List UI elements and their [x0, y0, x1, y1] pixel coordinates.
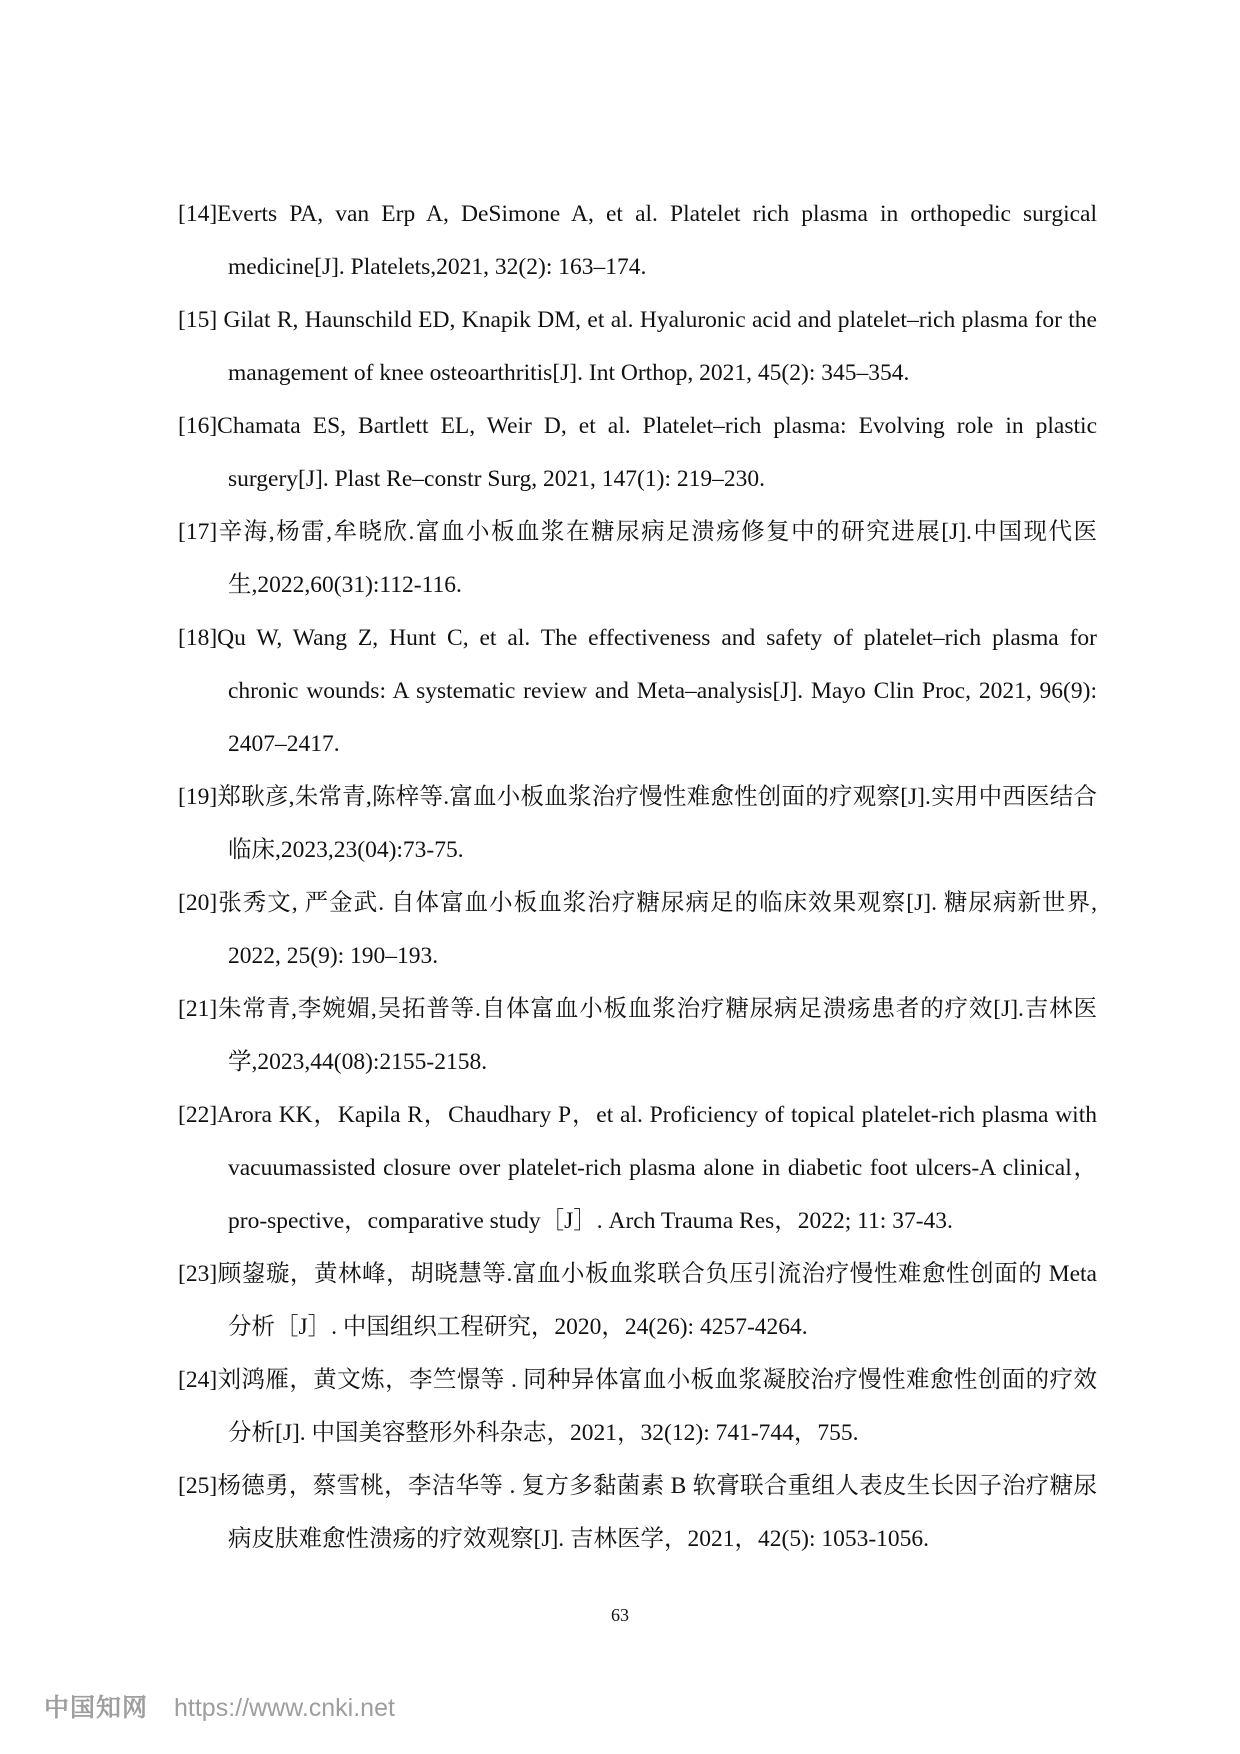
reference-number: [22]: [178, 1102, 218, 1128]
reference-number: [23]: [178, 1261, 218, 1287]
reference-number: [19]: [178, 784, 218, 810]
reference-text: 朱常青,李婉媚,吴拓普等.自体富血小板血浆治疗糖尿病足溃疡患者的疗效[J].吉林医学,2023,44(08):2155-2158.: [217, 996, 1097, 1075]
reference-number: [21]: [178, 996, 218, 1022]
cnki-watermark: [44, 1688, 395, 1724]
reference-text: 刘鸿雁，黄文炼，李竺憬等 . 同种异体富血小板血浆凝胶治疗慢性难愈性创面的疗效分析[J]. 中国美容整形外科杂志，2021，32(12): 741-744，755.: [217, 1367, 1097, 1446]
reference-number: [18]: [178, 625, 218, 651]
reference-text: Arora KK，Kapila R，Chaudhary P，et al. Proficiency of topical platelet-rich plasma with vacuumassisted closure over platelet-rich plasma alone in diabetic foot ulcers-A clinical，pro-spective，comparative study［J］. Arch Trauma Res，2022; 11: 37-43.: [217, 1102, 1097, 1234]
page-number: 63: [611, 1605, 629, 1625]
reference-text: 张秀文, 严金武. 自体富血小板血浆治疗糖尿病足的临床效果观察[J]. 糖尿病新世界, 2022, 25(9): 190–193.: [217, 890, 1097, 969]
reference-item: [178, 294, 1097, 400]
watermark-url: https://www.cnki.net: [174, 1694, 395, 1722]
reference-number: [25]: [178, 1473, 218, 1499]
reference-text: 辛海,杨雷,牟晓欣.富血小板血浆在糖尿病足溃疡修复中的研究进展[J].中国现代医生,2022,60(31):112-116.: [217, 519, 1097, 598]
reference-item: [178, 188, 1097, 294]
reference-item: [178, 506, 1097, 612]
reference-number: [24]: [178, 1367, 218, 1393]
reference-number: [17]: [178, 519, 218, 545]
reference-item: [178, 983, 1097, 1089]
reference-item: [178, 877, 1097, 983]
reference-item: [178, 1460, 1097, 1566]
reference-item: [178, 771, 1097, 877]
reference-number: [16]: [178, 413, 218, 439]
reference-text: Gilat R, Haunschild ED, Knapik DM, et al. Hyaluronic acid and platelet–rich plasma for the management of knee osteoarthritis[J]. Int Orthop, 2021, 45(2): 345–354.: [217, 307, 1097, 386]
cnki-logo: 中国知网: [44, 1694, 149, 1722]
reference-item: [178, 1248, 1097, 1354]
reference-item: [178, 400, 1097, 506]
reference-item: [178, 1089, 1097, 1248]
reference-number: [14]: [178, 201, 218, 227]
reference-number: [15]: [178, 307, 218, 333]
reference-list: [178, 188, 1097, 1566]
reference-item: [178, 1354, 1097, 1460]
reference-item: [178, 612, 1097, 771]
reference-text: 顾鋆璇，黄林峰，胡晓慧等.富血小板血浆联合负压引流治疗慢性难愈性创面的 Meta 分析［J］. 中国组织工程研究，2020，24(26): 4257-4264.: [217, 1261, 1097, 1340]
reference-text: Everts PA, van Erp A, DeSimone A, et al. Platelet rich plasma in orthopedic surgical medicine[J]. Platelets,2021, 32(2): 163–174.: [217, 201, 1097, 280]
reference-text: 杨德勇，蔡雪桃，李洁华等 . 复方多黏菌素 B 软膏联合重组人表皮生长因子治疗糖尿病皮肤难愈性溃疡的疗效观察[J]. 吉林医学，2021，42(5): 1053-1056.: [217, 1473, 1097, 1552]
reference-text: Qu W, Wang Z, Hunt C, et al. The effectiveness and safety of platelet–rich plasma for chronic wounds: A systematic review and Meta–analysis[J]. Mayo Clin Proc, 2021, 96(9): 2407–2417.: [217, 625, 1097, 757]
reference-text: Chamata ES, Bartlett EL, Weir D, et al. Platelet–rich plasma: Evolving role in plastic surgery[J]. Plast Re–constr Surg, 2021, 147(1): 219–230.: [217, 413, 1097, 492]
reference-number: [20]: [178, 890, 218, 916]
reference-text: 郑耿彦,朱常青,陈梓等.富血小板血浆治疗慢性难愈性创面的疗观察[J].实用中西医结合临床,2023,23(04):73-75.: [217, 784, 1097, 863]
